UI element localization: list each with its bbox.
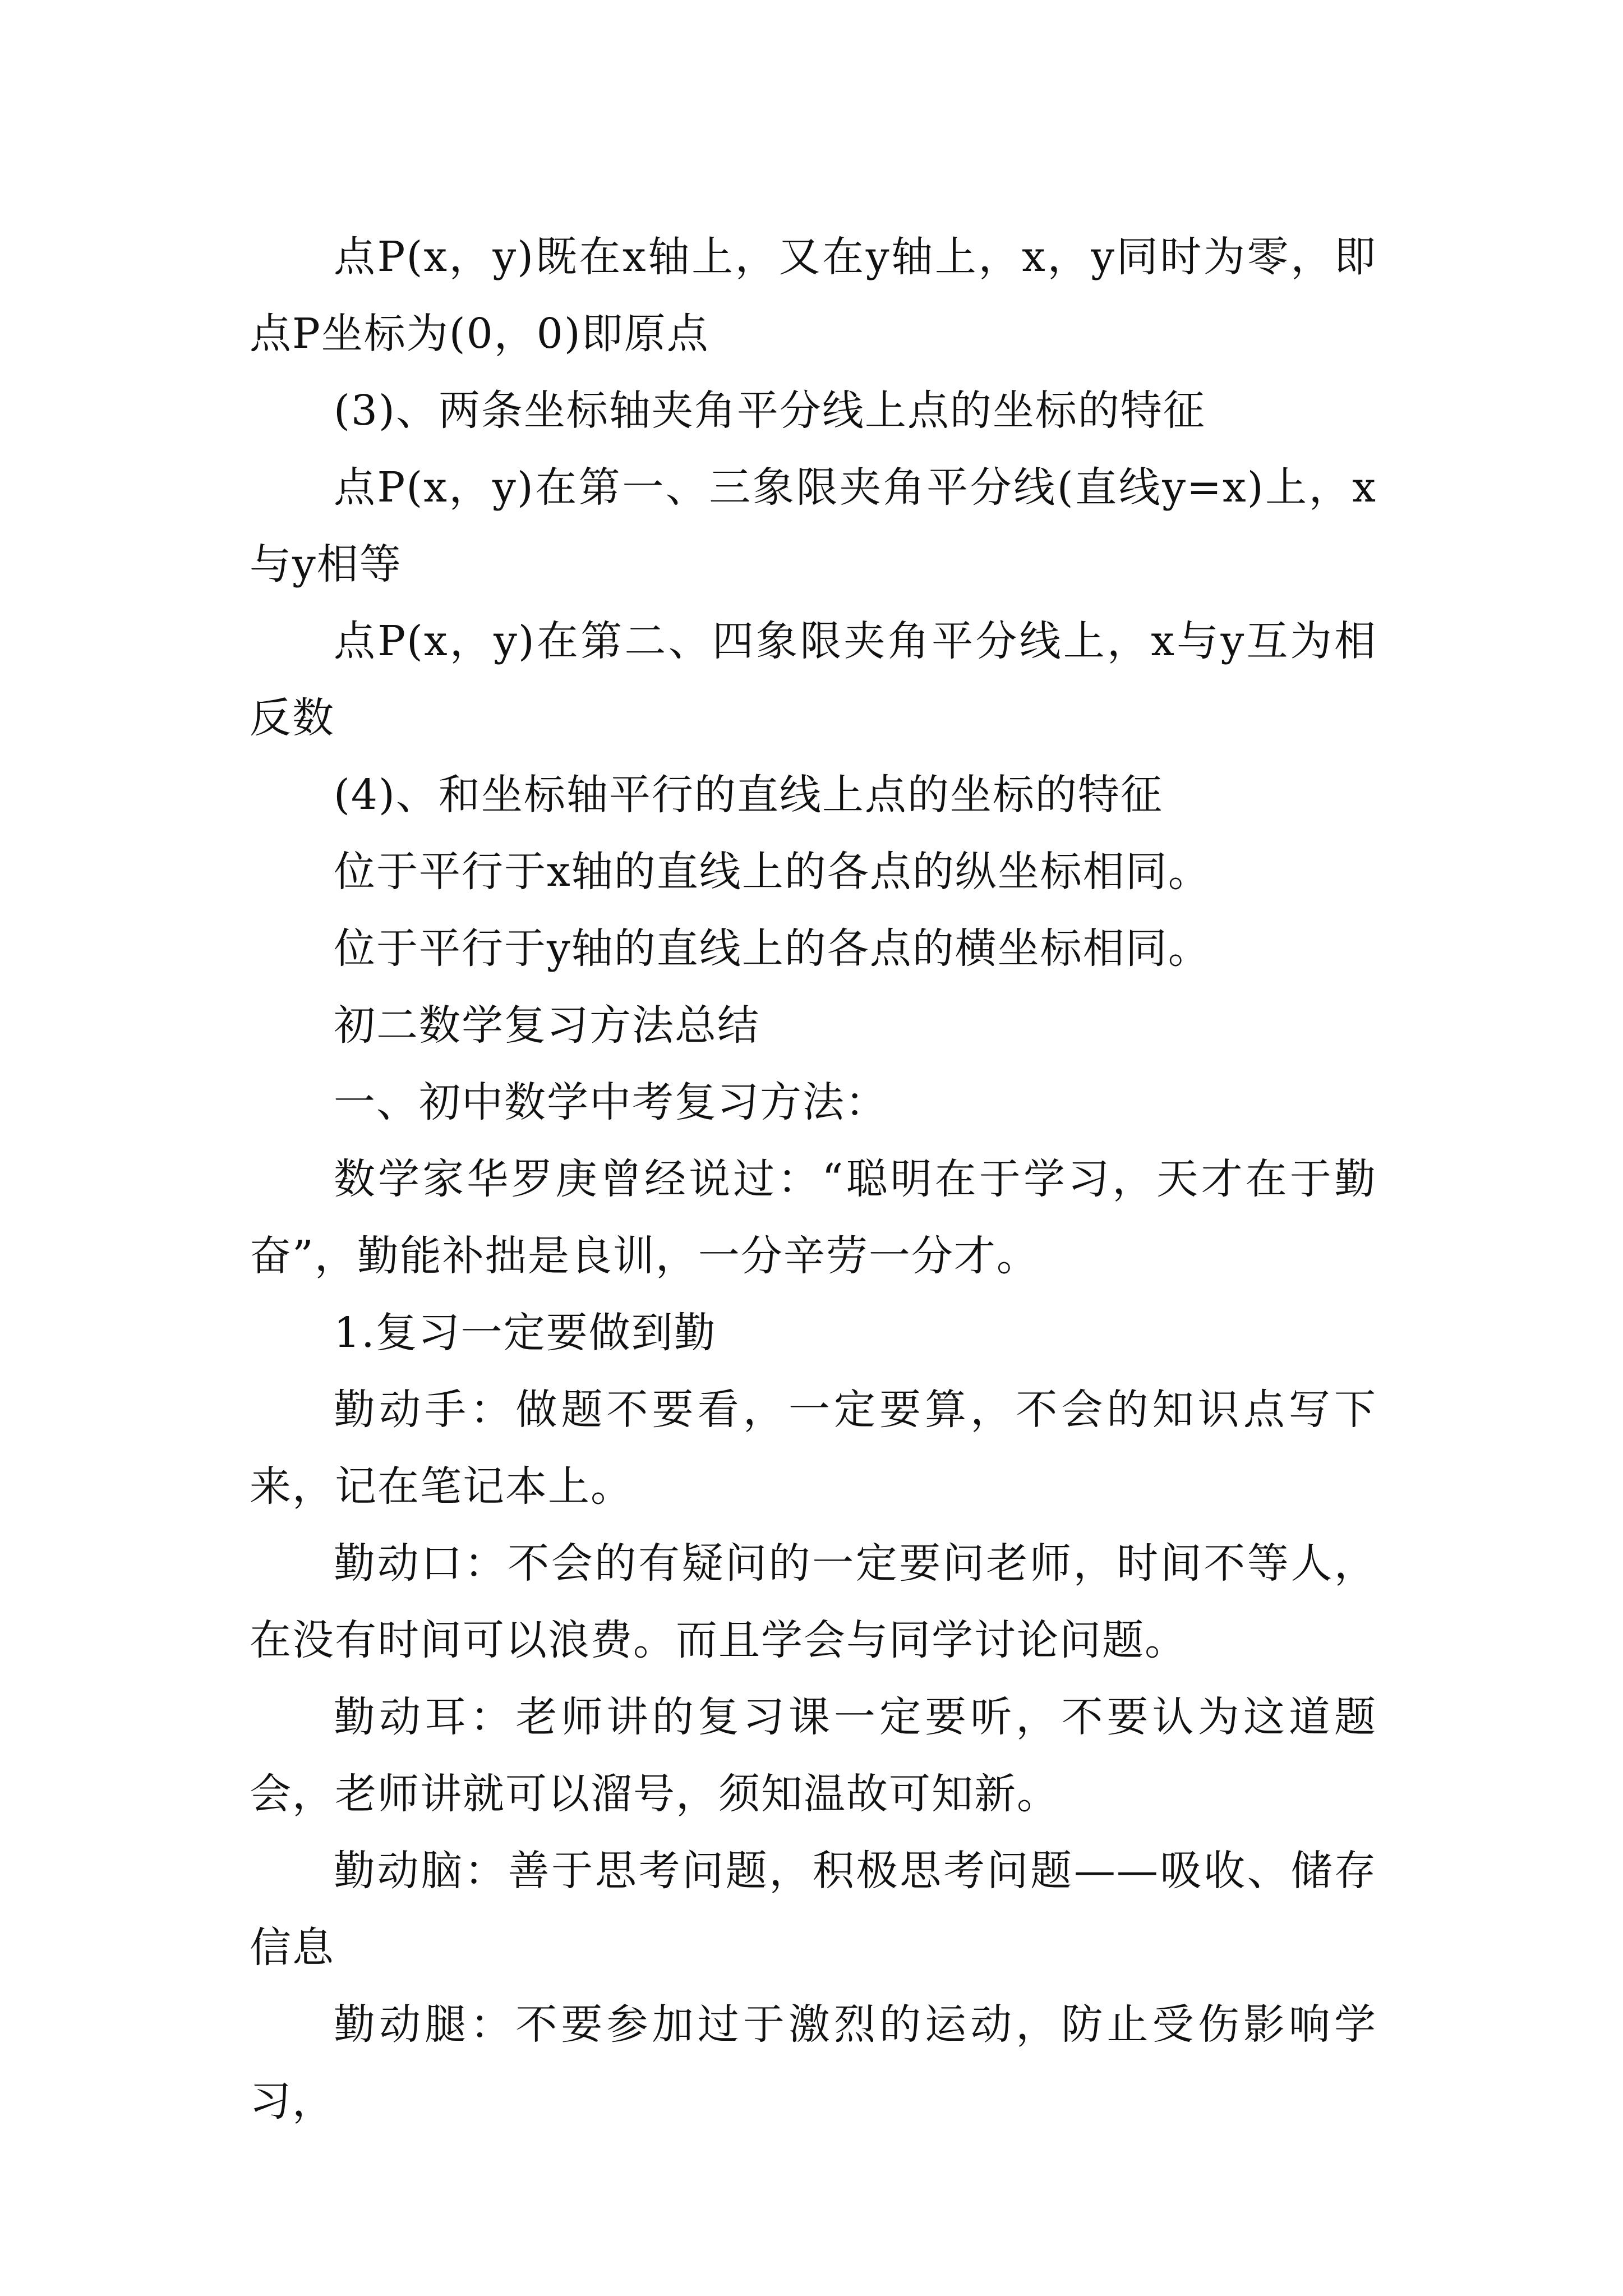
paragraph-legs: 勤动腿：不要参加过于激烈的运动，防止受伤影响学习，: [250, 2000, 1377, 2125]
paragraph-heading-parallel: (4)、和坐标轴平行的直线上点的坐标的特征: [334, 771, 1163, 819]
paragraph-first-third-quadrant: 点P(x，y)在第一、三象限夹角平分线(直线y=x)上，x与y相等: [250, 463, 1377, 588]
paragraph-section-title: 初二数学复习方法总结: [334, 1001, 760, 1050]
paragraph-ears: 勤动耳：老师讲的复习课一定要听，不要认为这道题会，老师讲就可以溜号，须知温故可知新。: [250, 1693, 1377, 1818]
paragraph-subsection-title: 一、初中数学中考复习方法：: [334, 1078, 888, 1126]
paragraph-point-1: 1.复习一定要做到勤: [334, 1309, 717, 1357]
document-body: [250, 219, 1377, 2140]
paragraph-parallel-y-axis: 位于平行于y轴的直线上的各点的横坐标相同。: [334, 924, 1211, 973]
paragraph-heading-bisector: (3)、两条坐标轴夹角平分线上点的坐标的特征: [334, 386, 1206, 435]
paragraph-brain: 勤动脑：善于思考问题，积极思考问题——吸收、储存信息: [250, 1847, 1377, 1972]
paragraph-quote: 数学家华罗庚曾经说过：“聪明在于学习，天才在于勤奋”，勤能补拙是良训，一分辛劳一分才。: [250, 1155, 1377, 1280]
paragraph-origin-point: 点P(x，y)既在x轴上，又在y轴上，x，y同时为零，即点P坐标为(0，0)即原点: [250, 233, 1377, 358]
paragraph-hands: 勤动手：做题不要看，一定要算，不会的知识点写下来，记在笔记本上。: [250, 1386, 1377, 1511]
paragraph-mouth: 勤动口：不会的有疑问的一定要问老师，时间不等人，在没有时间可以浪费。而且学会与同学讨论问题。: [250, 1539, 1377, 1664]
paragraph-second-fourth-quadrant: 点P(x，y)在第二、四象限夹角平分线上，x与y互为相反数: [250, 617, 1377, 742]
paragraph-parallel-x-axis: 位于平行于x轴的直线上的各点的纵坐标相同。: [334, 848, 1211, 896]
